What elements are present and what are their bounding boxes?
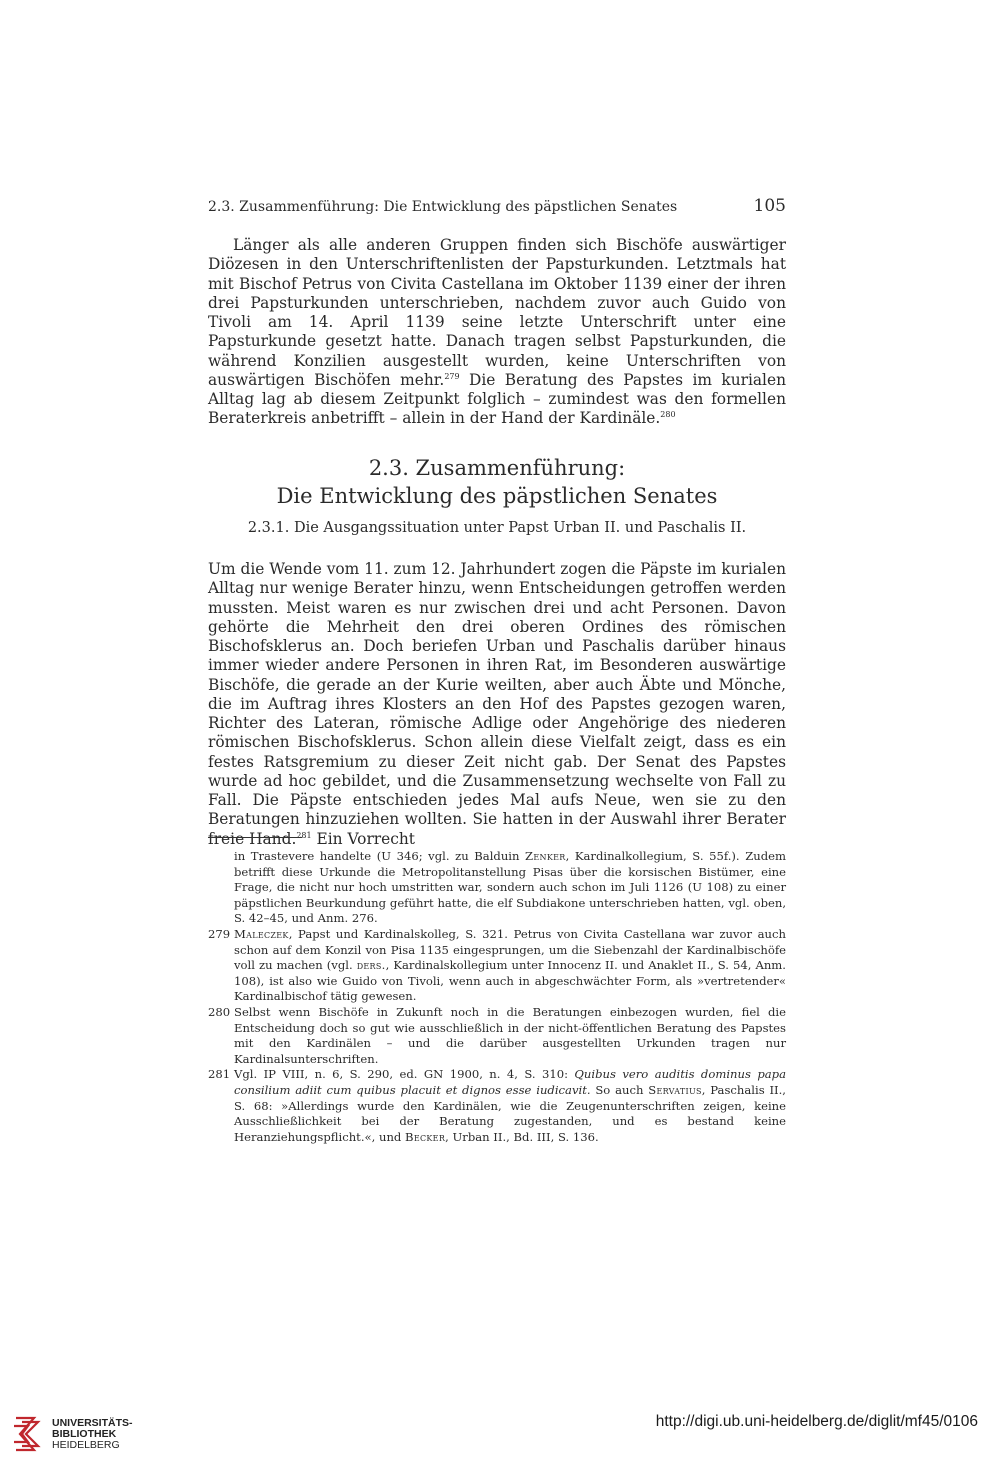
author-ders: ders. xyxy=(356,958,386,973)
paragraph-1-text-b: Die Beratung des Papstes im kurialen Alltag lag ab diesem Zeitpunkt folglich – zumindest was den formellen Beraterkreis anbetrifft – allein in der Hand der Kardinäle. xyxy=(208,370,787,428)
footnotes xyxy=(208,849,786,1145)
footnote-281-t2: So auch xyxy=(590,1082,649,1097)
running-head xyxy=(208,196,786,216)
footnote-280-text: Selbst wenn Bischöfe in Zukunft noch in die Beratungen einbezogen wurden, fiel die Entscheidung doch so gut wie ausschließlich in der nicht-öffentlichen Beratung des Papstes mit den Kardinälen – und die darüber ausgestellten Urkunden tragen nur Kardinalsunterschriften. xyxy=(234,1004,786,1066)
footnote-281-text xyxy=(234,1067,786,1145)
footnote-280 xyxy=(208,1005,786,1067)
footnote-281-t4: , Urban II., Bd. III, S. 136. xyxy=(445,1129,599,1144)
library-name-line1: UNIVERSITÄTS- xyxy=(52,1416,133,1429)
paragraph-2-text-a: Um die Wende vom 11. zum 12. Jahrhundert zogen die Päpste im kurialen Alltag nur wenige Berater hinzu, wenn Entscheidungen getroffen werden mussten. Meist waren es nur zwischen drei und acht Personen. Davon gehörte die Mehrheit den drei oberen Ordines des römischen Bischofsklerus an. Doch beriefen Urban und Paschalis darüber hinaus immer wieder andere Personen in ihren Rat, im Besonderen auswärtige Bischöfe, die gerade an der Kurie weilten, aber auch Äbte und Mönche, die im Auftrag ihres Klosters an den Hof des Papstes gezogen waren, Richter des Lateran, römische Adlige oder Angehörige des niederen römischen Bischofsklerus. Schon allein diese Vielfalt zeigt, dass es ein festes Ratsgremium zu dieser Zeit nicht gab. Der Senat des Papstes wurde ad hoc gebildet, und die Zusammensetzung wechselte von Fall zu Fall. Die Päpste entschieden jedes Mal aufs Neue, wen sie zu den Beratungen hinzuziehen wollten. Sie hatten in der Auswahl ihrer Berater freie Hand. xyxy=(208,560,786,848)
source-url[interactable]: http://digi.ub.uni-heidelberg.de/diglit/mf45/0106 xyxy=(655,1413,978,1430)
footnote-280-number: 280 xyxy=(208,1004,231,1019)
library-name-line2: BIBLIOTHEK xyxy=(52,1427,117,1440)
footnote-ref-279[interactable]: 279 xyxy=(444,371,460,381)
section-title-line1: 2.3. Zusammenführung: xyxy=(368,456,626,480)
footnote-281 xyxy=(208,1067,786,1145)
section-title xyxy=(208,454,786,510)
footnote-ref-280[interactable]: 280 xyxy=(660,410,676,420)
footnote-cont-t1: in Trastevere handelte (U 346; vgl. zu Balduin xyxy=(234,849,526,863)
page-number: 105 xyxy=(753,196,786,216)
latin-quotation: Quibus vero auditis dominus papa consilium adiit cum quibus placuit et dignos esse iudicavit. xyxy=(234,1067,787,1097)
footnote-continued xyxy=(208,849,786,927)
paragraph-1 xyxy=(208,236,786,429)
library-logo[interactable] xyxy=(10,1414,133,1454)
library-name-line3: HEIDELBERG xyxy=(52,1438,120,1451)
footnote-281-t1: Vgl. IP VIII, n. 6, S. 290, ed. GN 1900, n. 4, S. 310: xyxy=(234,1067,575,1082)
footnote-ref-281[interactable]: 281 xyxy=(296,830,312,840)
footnote-281-number: 281 xyxy=(208,1067,231,1082)
subsection-title: 2.3.1. Die Ausgangssituation unter Papst Urban II. und Paschalis II. xyxy=(247,520,747,536)
footnote-279 xyxy=(208,927,786,1005)
footnote-cont-t2: , Kardinalkollegium, S. 55f.). Zudem betrifft diese Urkunde die Metropolitanstellung Pisas über die korsischen Bistümer, eine Frage, die nicht nur hoch umstritten war, sondern auch schon im Juli 1126 (U 108) zu einer päpstlichen Beurkundung geführt hatte, die elf Subdiakone unterschrieben hatten, vgl. oben, S. 42–45, und Anm. 276. xyxy=(234,849,786,926)
author-becker: Becker xyxy=(405,1129,446,1144)
library-name xyxy=(52,1418,133,1451)
paragraph-2-text-b: Ein Vorrecht xyxy=(311,829,415,848)
footnote-continued-text xyxy=(234,849,786,927)
footnote-279-text xyxy=(234,927,786,1005)
footnote-separator xyxy=(208,837,302,838)
running-head-title: 2.3. Zusammenführung: Die Entwicklung des päpstlichen Senates xyxy=(208,199,678,215)
library-logo-icon xyxy=(10,1414,46,1454)
footnote-279-t1: , Papst und Kardinalskolleg, S. 321. Petrus von Civita Castellana war zuvor auch schon auf dem Konzil von Pisa 1135 eingesprungen, um die Siebenzahl der Kardinalbischöfe voll zu machen (vgl. xyxy=(234,926,786,973)
author-zenker: Zenker xyxy=(525,849,566,863)
paragraph-2 xyxy=(208,560,786,849)
section-title-line2: Die Entwicklung des päpstlichen Senates xyxy=(276,484,718,508)
paragraph-1-text-a: Länger als alle anderen Gruppen finden sich Bischöfe auswärtiger Diözesen in den Unterschriftenlisten der Papsturkunden. Letztmals hat mit Bischof Petrus von Civita Castellana im Oktober 1139 einer der ihren drei Papsturkunden unterschrieben, nachdem zuvor auch Guido von Tivoli am 14. April 1139 seine letzte Unterschrift unter eine Papsturkunde gesetzt hatte. Danach tragen selbst Papsturkunden, die während Konzilien ausgestellt wurden, keine Unterschriften von auswärtigen Bischöfen mehr. xyxy=(208,236,786,389)
footnote-279-number: 279 xyxy=(208,926,231,941)
footnote-281-t3: , Paschalis II., S. 68: »Allerdings wurde den Kardinälen, wie die Zeugenunterschriften zeigen, keine Ausschließlichkeit bei der Beratung zugestanden, und es bestand keine Heranziehungspflicht.«, und xyxy=(234,1082,786,1144)
author-maleczek: Maleczek xyxy=(234,926,289,941)
footnote-279-t2: , Kardinalskollegium unter Innocenz II. und Anaklet II., S. 54, Anm. 108), ist also wie Guido von Tivoli, wenn auch in abgeschwächter Form, als »vertretender« Kardinalbischof tätig gewesen. xyxy=(234,958,786,1004)
author-servatius: Servatius xyxy=(648,1082,702,1097)
